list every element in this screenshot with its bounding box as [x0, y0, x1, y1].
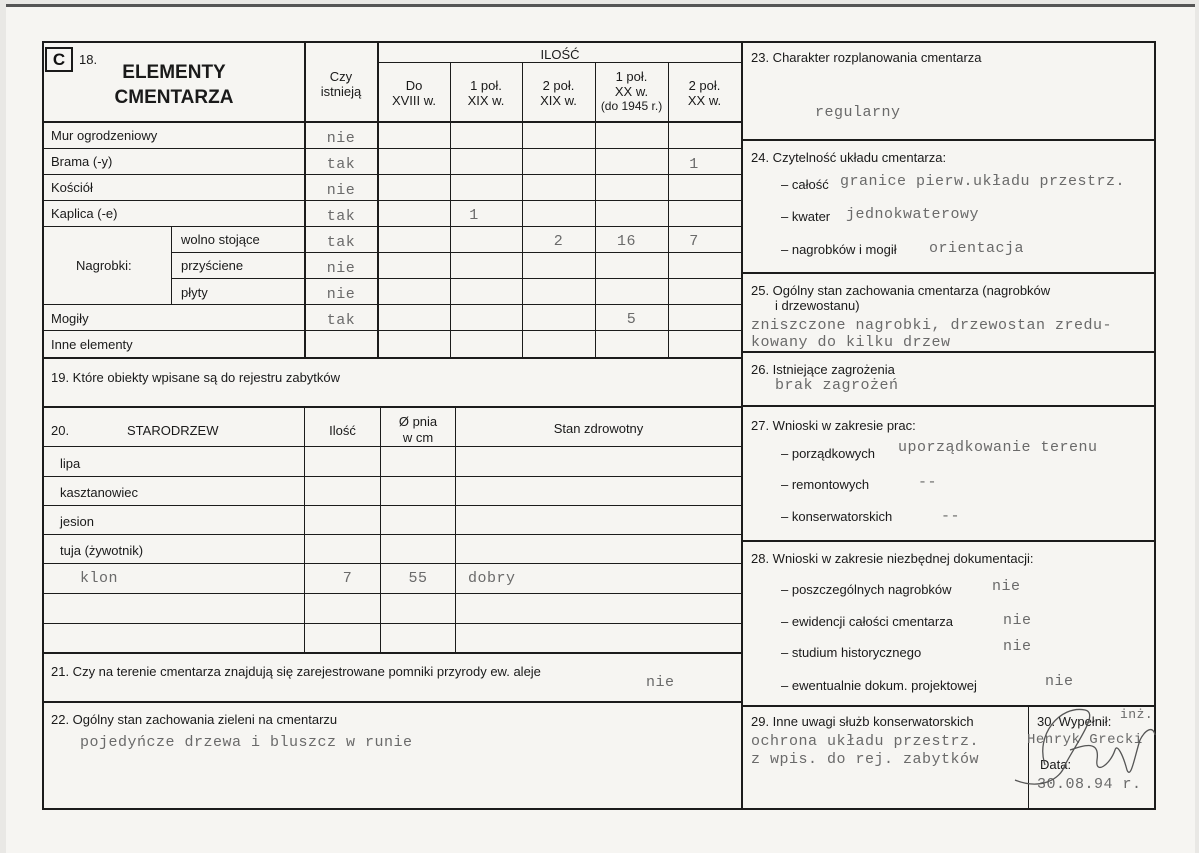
sec28-item4-label: – ewentualnie dokum. projektowej [781, 678, 977, 693]
sec30-name: Henryk Grecki [1027, 732, 1143, 748]
row-label-mogily: Mogiły [51, 311, 89, 326]
sec19-label: 19. Które obiekty wpisane są do rejestru zabytków [51, 370, 341, 385]
sec20-pnia-header-l1: Ø pnia [398, 414, 438, 429]
mogily-1pol-xx: 5 [626, 311, 637, 328]
sec28-item3-label: – studium historycznego [781, 645, 922, 660]
r1 [42, 148, 742, 149]
sec26-label: 26. Istniejące zagrożenia [751, 362, 895, 377]
sec24-kwater-label: – kwater [781, 209, 831, 224]
sec21-label: 21. Czy na terenie cmentarza znajdują się zarejestrowane pomniki przyrody ew. aleje [51, 664, 541, 679]
sec27-label: 27. Wnioski w zakresie prac: [751, 418, 916, 433]
signature-image [1005, 695, 1160, 795]
tree-kasztanowiec: kasztanowiec [60, 485, 139, 500]
section-letter-box: C [45, 47, 73, 72]
r6 [171, 278, 742, 279]
r5 [171, 252, 742, 253]
row-label-nagrobki: Nagrobki: [76, 258, 132, 273]
sec19-bottom [42, 406, 742, 408]
column-divider [741, 41, 743, 810]
sec28-label: 28. Wnioski w zakresie niezbędnej dokumentacji: [751, 551, 1034, 566]
wolno-2pol-xix: 2 [553, 233, 564, 250]
sec29-value-line1: ochrona układu przestrz. [751, 733, 980, 750]
col-header-3-l1: 2 poł. [542, 78, 575, 93]
sec22-value: pojedyńcze drzewa i bluszcz w runie [80, 734, 413, 751]
sec18-header-rule [42, 121, 742, 123]
tree-tuja: tuja (żywotnik) [60, 543, 144, 558]
row-sub-plyty: płyty [181, 285, 208, 300]
sec27-porz-label: – porządkowych [781, 446, 875, 461]
s20r1 [42, 446, 742, 447]
nagrobki-v [171, 226, 172, 305]
sec20-v1 [304, 407, 305, 653]
sec24-kwater-value: jednokwaterowy [846, 206, 980, 223]
s20r7 [42, 623, 742, 624]
sec28-item1-label: – poszczególnych nagrobków [781, 582, 952, 597]
sec20-v3 [455, 407, 456, 653]
sec20-stan-header: Stan zdrowotny [553, 421, 644, 436]
sec18-title-line1: ELEMENTY [122, 62, 226, 83]
sec27-rem-label: – remontowych [781, 477, 870, 492]
col-header-5-l1: 2 poł. [688, 78, 721, 93]
sec20-bottom [42, 652, 742, 654]
wolno-2pol-xx: 7 [689, 233, 699, 250]
sec24-label: 24. Czytelność układu cmentarza: [751, 150, 947, 165]
klon-stan: dobry [468, 570, 516, 587]
col-header-4-l2: XX w. [614, 84, 649, 99]
frame-left [42, 41, 44, 810]
sec20-title: STARODRZEW [127, 423, 219, 438]
row-sub-przyscienne: przyściene [181, 258, 244, 273]
ilosc-rule [377, 62, 742, 63]
sec28-item2-value: nie [1003, 612, 1032, 629]
col-header-2-l1: 1 poł. [470, 78, 502, 93]
czy-value-kosciol: nie [326, 182, 356, 199]
row-label-mur: Mur ogrodzeniowy [51, 128, 158, 143]
sec24-calosc-label: – całość [781, 177, 829, 192]
col-header-1-l1: Do [405, 78, 423, 93]
sec28-item3-value: nie [1003, 638, 1032, 655]
czy-header-line2: istnieją [320, 84, 362, 99]
czy-value-brama: tak [326, 156, 356, 173]
row-label-inne: Inne elementy [51, 337, 133, 352]
sec21-bottom [42, 701, 742, 703]
sec27-rem-value: -- [918, 474, 938, 491]
row-label-brama: Brama (-y) [51, 154, 113, 169]
frame-top [42, 41, 1156, 43]
col-header-1-l2: XVIII w. [391, 93, 437, 108]
sec29-value-line2: z wpis. do rej. zabytków [751, 751, 980, 768]
sec23-value: regularny [815, 104, 901, 121]
klon-ilosc: 7 [342, 570, 353, 587]
sec20-number: 20. [51, 423, 70, 438]
r3 [42, 200, 742, 201]
sec22-label: 22. Ogólny stan zachowania zieleni na cmentarzu [51, 712, 338, 727]
sec29-label: 29. Inne uwagi służb konserwatorskich [751, 714, 974, 729]
czy-value-kaplica: tak [326, 208, 356, 225]
sec24-nagrobkow-value: orientacja [929, 240, 1025, 257]
col-header-5-l2: XX w. [687, 93, 722, 108]
tree-lipa: lipa [60, 456, 81, 471]
sec27-kons-value: -- [941, 508, 961, 525]
sec30-data-label: Data: [1040, 757, 1072, 772]
sec30-label: 30. Wypełnił: [1037, 714, 1112, 729]
tree-jesion: jesion [60, 514, 94, 529]
sec26-value: brak zagrożeń [775, 377, 899, 394]
sec27-kons-label: – konserwatorskich [781, 509, 893, 524]
r8 [42, 330, 742, 331]
r7 [42, 304, 742, 305]
row-sub-wolno-stojace: wolno stojące [181, 232, 260, 247]
sec23-bottom [742, 139, 1155, 141]
sec21-value: nie [646, 674, 675, 691]
czy-value-mur: nie [326, 130, 356, 147]
s20r5 [42, 563, 742, 564]
kaplica-1pol-xix: 1 [469, 207, 479, 224]
sec25-bottom [742, 351, 1155, 353]
row-label-kaplica: Kaplica (-e) [51, 206, 118, 221]
s20r2 [42, 476, 742, 477]
s20r6 [42, 593, 742, 594]
czy-value-plyty: nie [326, 286, 356, 303]
row-label-kosciol: Kościół [51, 180, 93, 195]
sec26-bottom [742, 405, 1155, 407]
sec18-number: 18. [79, 52, 98, 67]
s20r3 [42, 505, 742, 506]
col-header-4-l3: (do 1945 r.) [600, 99, 663, 113]
col-header-3-l2: XIX w. [540, 93, 577, 108]
sec25-label-line1: 25. Ogólny stan zachowania cmentarza (nagrobków [751, 283, 1051, 298]
sec24-bottom [742, 272, 1155, 274]
sec28-item4-value: nie [1045, 673, 1074, 690]
czy-value-mogily: tak [326, 312, 356, 329]
czy-value-wolno: tak [326, 234, 356, 251]
sec27-porz-value: uporządkowanie terenu [898, 439, 1098, 456]
col-header-4-l1: 1 poł. [615, 69, 648, 84]
sec30-date: 30.08.94 r. [1037, 776, 1142, 793]
sec20-ilosc-header: Ilość [329, 423, 356, 438]
brama-2pol-xx: 1 [689, 156, 699, 173]
sec24-calosc-value: granice pierw.układu przestrz. [840, 173, 1126, 190]
sec23-label: 23. Charakter rozplanowania cmentarza [751, 50, 982, 65]
klon-pien: 55 [408, 570, 428, 587]
col-header-2-l2: XIX w. [467, 93, 505, 108]
wolno-1pol-xx: 16 [616, 233, 636, 250]
ilosc-header: ILOŚĆ [540, 47, 580, 62]
sec25-value-line2: kowany do kilku drzew [751, 334, 951, 351]
tree-klon: klon [80, 570, 119, 587]
sec24-nagrobkow-label: – nagrobków i mogił [781, 242, 897, 257]
sec28-item1-value: nie [992, 578, 1021, 595]
czy-value-przyscienne: nie [326, 260, 356, 277]
sec18-bottom [42, 357, 742, 359]
frame-bottom [42, 808, 1156, 810]
sec25-value-line1: zniszczone nagrobki, drzewostan zredu- [751, 317, 1113, 334]
sec30-title: inż. [1120, 707, 1154, 722]
r4 [42, 226, 742, 227]
sec25-label-line2: i drzewostanu) [775, 298, 860, 313]
sec27-bottom [742, 540, 1155, 542]
sec28-item2-label: – ewidencji całości cmentarza [781, 614, 953, 629]
sec18-title-line2: CMENTARZA [114, 87, 234, 108]
sec20-pnia-header-l2: w cm [402, 430, 434, 445]
czy-header-line1: Czy [329, 69, 353, 84]
r2 [42, 174, 742, 175]
s20r4 [42, 534, 742, 535]
